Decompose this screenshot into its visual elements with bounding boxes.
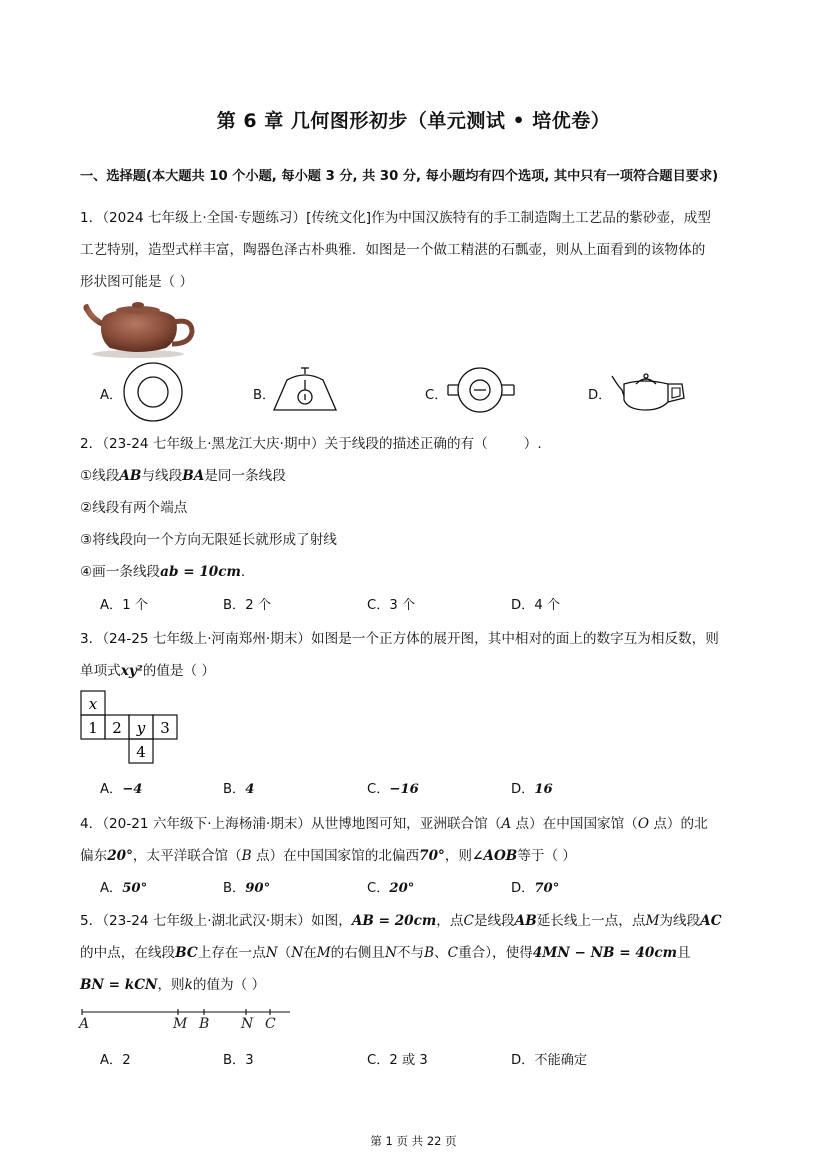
q5-l1-point-c: C (463, 913, 474, 929)
q3-line2-pre: 单项式 (80, 663, 121, 679)
q2-statement-1 (80, 464, 286, 484)
q5-l2-segment-bc: BC (175, 945, 198, 961)
q4-option-c (367, 877, 414, 896)
q5-l2-f: 不与 (396, 945, 425, 961)
q1-option-a-label: A． (100, 388, 123, 403)
q5-option-c: C．2 或 3 (367, 1053, 428, 1068)
q4-l1-a: 4．（20-21 六年级下·上海杨浦·期末）从世博地图可知，亚洲联合馆（ (80, 816, 502, 832)
q2-option-a: A．1 个 (100, 598, 148, 613)
q5-segment-figure (78, 1004, 294, 1030)
q5-l2-point-b: B (424, 945, 435, 961)
q4-l2-e: 等于（ ） (517, 848, 576, 864)
q5-line3 (80, 973, 265, 993)
q5-label-n: N (241, 1016, 254, 1032)
net-1: 1 (88, 719, 98, 737)
q1-line3: 形状图可能是（ ） (80, 274, 194, 290)
q3-c-value: −16 (389, 782, 419, 797)
q4-l1-c: 点）的北 (649, 816, 708, 832)
q5-l1-segment-ac: AC (700, 913, 722, 929)
q5-l3-a: ，则 (157, 977, 185, 993)
q2-statement-3: ③将线段向一个方向无限延长就形成了射线 (80, 532, 337, 548)
q3-option-d (511, 778, 553, 797)
q5-label-c: C (265, 1016, 276, 1032)
q1-option-c-label: C． (425, 388, 448, 403)
q3-a-label: A． (100, 782, 123, 797)
q4-b-label: B． (223, 881, 246, 896)
q4-b-value: 90° (245, 881, 271, 896)
q2-s1-mid: 与线段 (141, 468, 183, 484)
q1-option-d-label: D． (588, 388, 612, 403)
net-4: 4 (136, 743, 146, 761)
q5-l2-h: 重合），使得 (458, 945, 533, 961)
q2-option-c: C．3 个 (367, 598, 416, 613)
q5-line2 (80, 941, 691, 961)
q4-option-b (223, 877, 270, 896)
q4-d-value: 70° (534, 881, 560, 896)
q5-l1-c: 是线段 (473, 913, 515, 929)
q5-l3-b: 的值为（ ） (192, 977, 266, 993)
q5-option-a: A．2 (100, 1053, 131, 1068)
q5-label-m: M (173, 1016, 188, 1032)
q4-point-o: O (637, 816, 649, 832)
q5-option-b: B．3 (223, 1053, 254, 1068)
q4-angle-70: 70° (419, 848, 445, 864)
q4-c-value: 20° (389, 881, 415, 896)
q4-line2 (80, 844, 576, 864)
q3-d-label: D． (511, 782, 535, 797)
q5-l2-point-n: N (265, 945, 278, 961)
q2-s1-ab: AB (119, 468, 142, 484)
q3-b-label: B． (223, 782, 246, 797)
page-title: 第 6 章 几何图形初步（单元测试 • 培优卷） (216, 110, 611, 132)
q2-option-b: B．2 个 (223, 598, 272, 613)
q3-line1: 3．（24-25 七年级上·河南郑州·期末）如图是一个正方体的展开图，其中相对的面上的数字互为相反数，则 (80, 631, 719, 647)
net-3: 3 (160, 719, 170, 737)
q3-line2-post: 的值是（ ） (142, 663, 216, 679)
q5-line1 (80, 909, 722, 929)
q5-l2-d: 在 (303, 945, 317, 961)
q1-line2: 工艺特别，造型式样丰富，陶器色泽古朴典雅．如图是一个做工精湛的石瓢壶，则从上面看到的该物体的 (80, 242, 706, 258)
q5-l1-d: 延长线上一点，点 (536, 913, 646, 929)
q5-l2-point-c: C (447, 945, 459, 961)
q5-l2-point-n3: N (384, 945, 397, 961)
q4-l2-d: ，则 (444, 848, 473, 864)
page-footer: 第 1 页 共 22 页 (370, 1134, 457, 1148)
q3-line2 (80, 659, 215, 679)
q5-l3-k: k (184, 977, 193, 993)
q1-option-c-figure (446, 366, 516, 414)
q1-option-b-label: B． (253, 388, 276, 403)
net-y: y (136, 719, 146, 737)
q2-s1-ba: BA (182, 468, 205, 484)
q5-l2-c: （ (277, 945, 292, 961)
q3-a-value: −4 (122, 782, 143, 797)
q5-label-b: B (199, 1016, 210, 1032)
q2-statement-4 (80, 560, 245, 580)
q1-option-d-figure (610, 372, 688, 412)
net-2: 2 (112, 719, 122, 737)
q5-condition-eq: 4MN − NB = 40cm (532, 945, 677, 961)
q4-angle-20: 20° (107, 848, 133, 864)
q5-ab-length: AB = 20cm (351, 913, 437, 929)
q4-option-d (511, 877, 559, 896)
net-x: x (88, 695, 98, 713)
q2-stem (80, 432, 542, 452)
q2-s1-pre: ①线段 (80, 468, 120, 484)
q3-monomial: xy² (120, 663, 143, 679)
q4-option-a (100, 877, 147, 896)
q4-c-label: C． (367, 881, 390, 896)
q2-s1-post: 是同一条线段 (204, 468, 286, 484)
q4-l2-b: ，太平洋联合馆（ (132, 848, 242, 864)
q2-option-d: D．4 个 (511, 598, 561, 613)
q4-a-label: A． (100, 881, 123, 896)
q1-line1: 1．（2024 七年级上·全国·专题练习）[传统文化]作为中国汉族特有的手工制造陶土工艺品的紫砂壶，成型 (80, 210, 711, 226)
q4-l2-a: 偏东 (80, 848, 108, 864)
q5-l2-point-n2: N (291, 945, 304, 961)
q4-d-label: D． (511, 881, 535, 896)
q4-line1 (80, 812, 708, 832)
q5-l1-e: 为线段 (659, 913, 701, 929)
q5-l1-segment-ab: AB (514, 913, 537, 929)
q5-l1-point-m: M (645, 913, 660, 929)
q5-l1-a: 5．（23-24 七年级上·湖北武汉·期末）如图， (80, 913, 352, 929)
q4-a-value: 50° (122, 881, 148, 896)
q5-l2-i: 且 (676, 945, 691, 961)
section-heading: 一、选择题(本大题共 10 个小题, 每小题 3 分, 共 30 分, 每小题均有四个选项, 其中只有一项符合题目要求) (80, 169, 719, 184)
teapot-photo (80, 298, 200, 360)
cube-net-figure (80, 690, 180, 766)
q1-option-a-figure (122, 361, 184, 423)
q5-l2-e: 的右侧且 (330, 945, 385, 961)
q5-l2-point-m: M (316, 945, 331, 961)
q2-s4-pre: ④画一条线段 (80, 564, 161, 580)
q5-l2-b: 上存在一点 (197, 945, 266, 961)
q4-point-b: B (241, 848, 252, 864)
q5-l2-g: 、 (434, 945, 448, 961)
q4-angle-aob: ∠AOB (472, 848, 518, 864)
q4-l1-b: 点）在中国国家馆（ (511, 816, 638, 832)
q2-statement-2: ②线段有两个端点 (80, 500, 188, 516)
q3-option-c (367, 778, 419, 797)
q3-d-value: 16 (534, 782, 553, 797)
q5-label-a: A (79, 1016, 90, 1032)
q3-b-value: 4 (245, 782, 255, 797)
q1-option-b-figure (272, 366, 338, 412)
q2-stem-post: ）. (523, 436, 542, 452)
q3-option-a (100, 778, 142, 797)
q2-s4-math: ab = 10cm (160, 564, 241, 580)
q2-s4-post: . (240, 564, 246, 580)
q4-l2-c: 点）在中国国家馆的北偏西 (251, 848, 420, 864)
q4-point-a: A (501, 816, 512, 832)
q5-ratio-eq: BN = kCN (80, 977, 158, 993)
q5-option-d: D．不能确定 (511, 1053, 588, 1068)
q5-l2-a: 的中点，在线段 (80, 945, 176, 961)
q3-option-b (223, 778, 254, 797)
q3-c-label: C． (367, 782, 390, 797)
q5-l1-b: ，点 (436, 913, 464, 929)
q2-stem-pre: 2．（23-24 七年级上·黑龙江大庆·期中）关于线段的描述正确的有（ (80, 436, 488, 452)
